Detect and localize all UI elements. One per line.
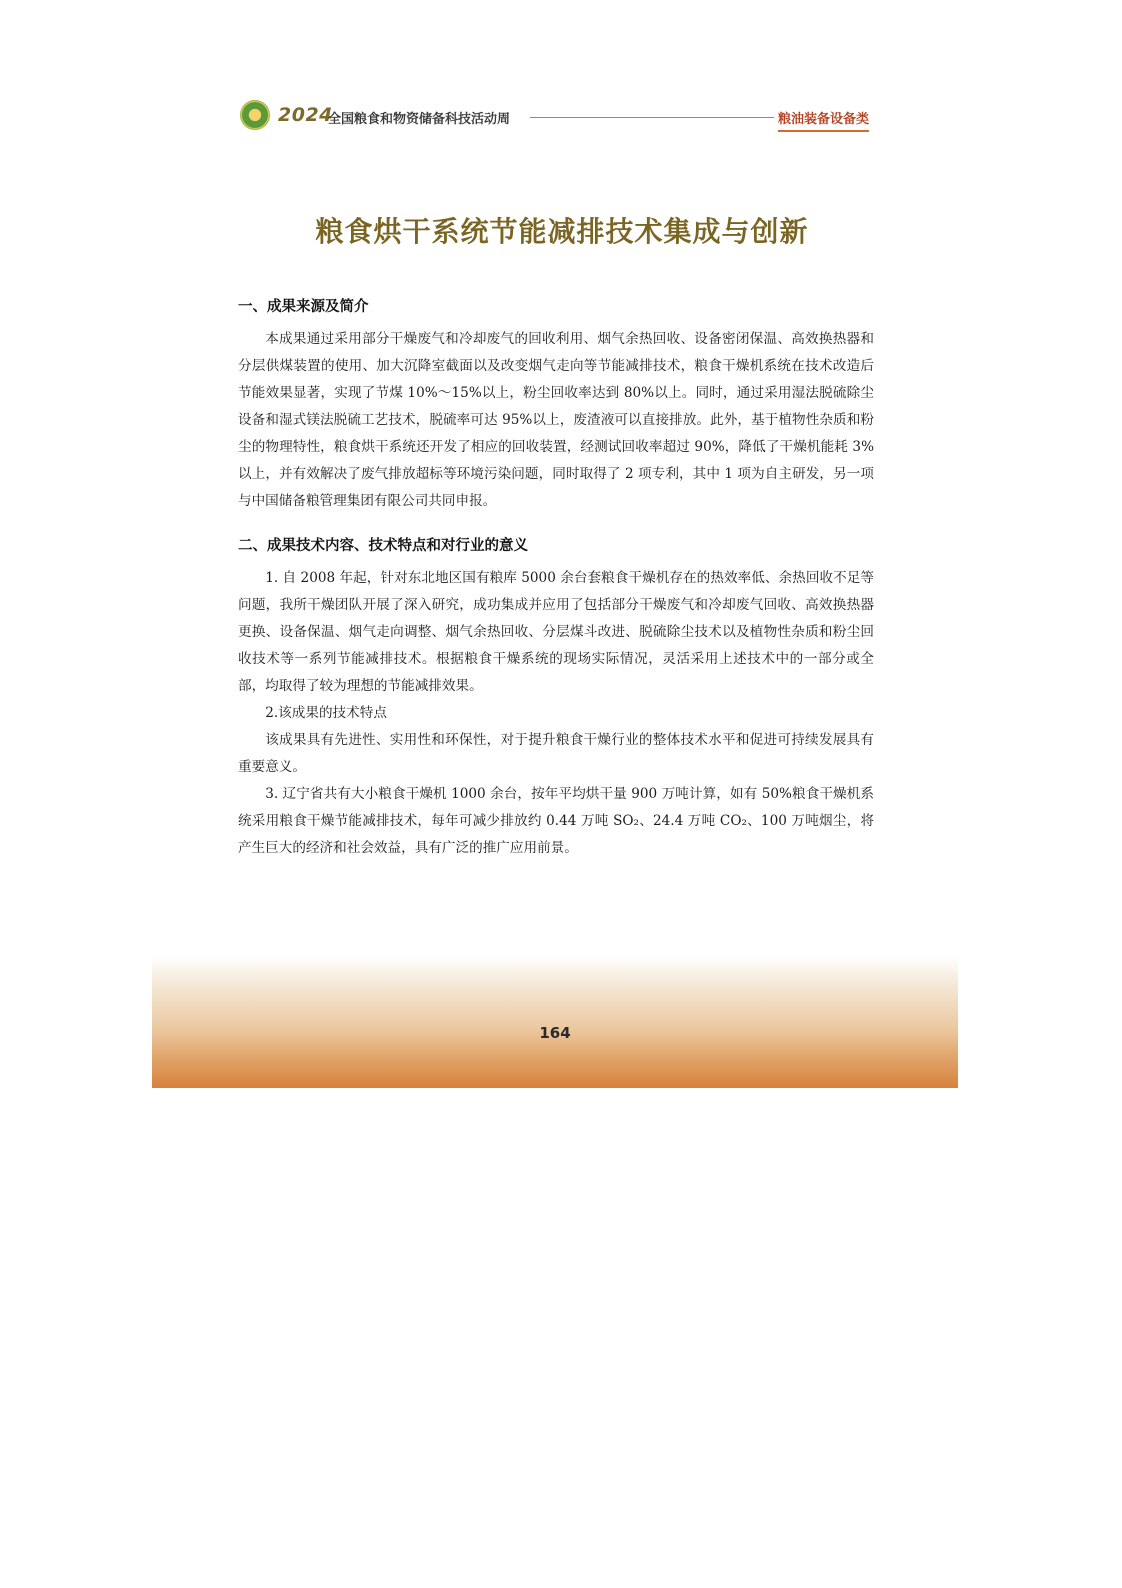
header-title: 全国粮食和物资储备科技活动周 xyxy=(328,112,511,127)
section-gap xyxy=(238,515,874,533)
section-heading: 二、成果技术内容、技术特点和对行业的意义 xyxy=(238,538,528,554)
paragraph: 本成果通过采用部分干燥废气和冷却废气的回收利用、烟气余热回收、设备密闭保温、高效换热器和分层供煤装置的使用、加大沉降室截面以及改变烟气走向等节能减排技术，粮食干燥机系统在技术改造后节能效果显著，实现了节煤 10%～15%以上，粉尘回收率达到 80%以上。同时，通过采用湿法脱硫除尘设备和湿式镁法脱硫工艺技术，脱硫率可达 95%以上，废渣液可以直接排放。此外，基于植物性杂质和粉尘的物理特性，粮食烘干系统还开发了相应的回收装置，经测试回收率超过 90%，降低了干燥机能耗 3%以上，并有效解决了废气排放超标等环境污染问题，同时取得了 2 项专利，其中 1 项为自主研发，另一项与中国储备粮管理集团有限公司共同申报。 xyxy=(238,331,874,509)
page-title: 粮食烘干系统节能减排技术集成与创新 xyxy=(315,215,809,248)
document-body xyxy=(238,294,874,862)
page-header xyxy=(240,100,880,132)
grain-logo-icon xyxy=(240,100,270,130)
paragraph: 2.该成果的技术特点 xyxy=(265,705,387,721)
header-divider xyxy=(530,117,774,118)
section-heading: 一、成果来源及简介 xyxy=(238,299,369,315)
header-year: 2024 xyxy=(278,104,333,126)
document-page xyxy=(152,80,972,1110)
footer-decor-band xyxy=(152,956,958,1088)
page-number: 164 xyxy=(539,1024,571,1042)
paragraph: 该成果具有先进性、实用性和环保性，对于提升粮食干燥行业的整体技术水平和促进可持续发展具有重要意义。 xyxy=(238,732,874,775)
paragraph: 1. 自 2008 年起，针对东北地区国有粮库 5000 余台套粮食干燥机存在的热效率低、余热回收不足等问题，我所干燥团队开展了深入研究，成功集成并应用了包括部分干燥废气和冷却废气回收、高效换热器更换、设备保温、烟气走向调整、烟气余热回收、分层煤斗改进、脱硫除尘技术以及植物性杂质和粉尘回收技术等一系列节能减排技术。根据粮食干燥系统的现场实际情况，灵活采用上述技术中的一部分或全部，均取得了较为理想的节能减排效果。 xyxy=(238,570,874,694)
header-category: 粮油装备设备类 xyxy=(778,108,869,132)
paragraph: 3. 辽宁省共有大小粮食干燥机 1000 余台，按年平均烘干量 900 万吨计算，如有 50%粮食干燥机系统采用粮食干燥节能减排技术，每年可减少排放约 0.44 万吨 SO₂、24.4 万吨 CO₂、100 万吨烟尘，将产生巨大的经济和社会效益，具有广泛的推广应用前景。 xyxy=(238,786,874,856)
